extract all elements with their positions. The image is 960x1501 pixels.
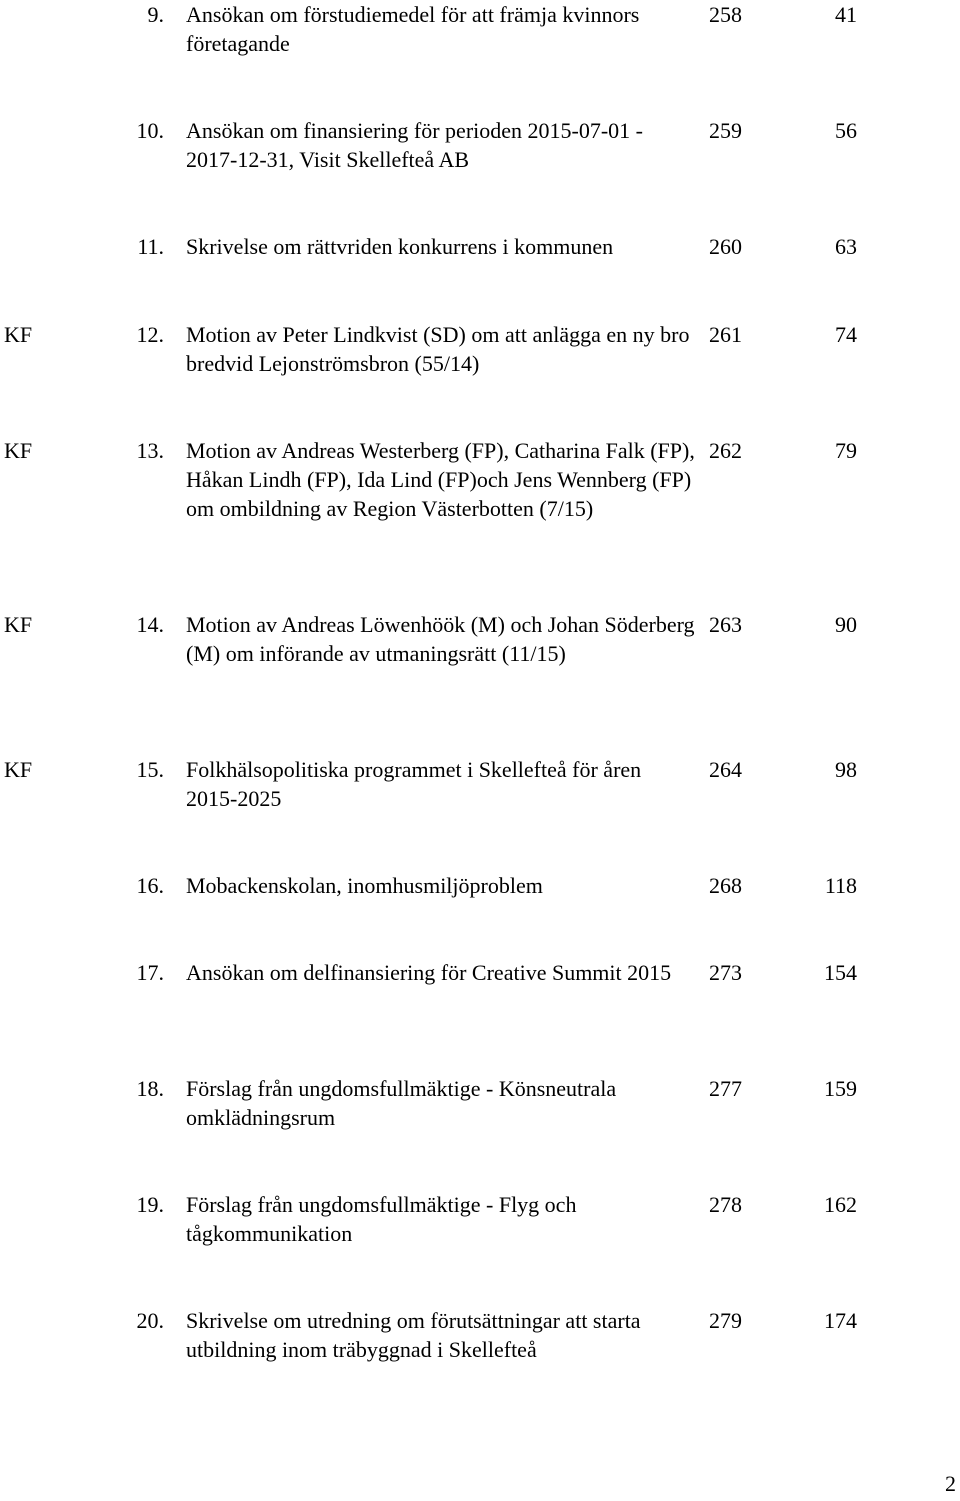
page-reference: 261 [709, 322, 742, 347]
kf-marker: KF [4, 438, 33, 463]
paragraph-number: 98 [835, 757, 857, 782]
page-reference: 277 [709, 1076, 742, 1101]
item-title: Ansökan om delfinansiering för Creative Summit 2015 [186, 960, 672, 985]
item-number: 11. [137, 234, 164, 259]
page-reference: 278 [709, 1192, 742, 1217]
item-number: 20. [136, 1308, 164, 1333]
agenda-item [0, 755, 960, 875]
item-title: Ansökan om förstudiemedel för att främja kvinnors företagande [186, 2, 640, 56]
page-number: 2 [945, 1471, 956, 1496]
item-title: Mobackenskolan, inomhusmiljöproblem [186, 873, 543, 898]
paragraph-number: 154 [824, 960, 857, 985]
item-number: 10. [136, 118, 164, 143]
page-reference: 262 [709, 438, 742, 463]
item-number: 16. [136, 873, 164, 898]
item-title: Motion av Peter Lindkvist (SD) om att anlägga en ny bro bredvid Lejonströmsbron (55/14) [186, 322, 690, 376]
page-reference: 264 [709, 757, 742, 782]
item-number: 19. [136, 1192, 164, 1217]
page-reference: 259 [709, 118, 742, 143]
page-reference: 263 [709, 612, 742, 637]
agenda-item [0, 116, 960, 236]
item-title: Skrivelse om utredning om förutsättningar att starta utbildning inom träbyggnad i Skellefteå [186, 1308, 641, 1362]
item-number: 17. [136, 960, 164, 985]
item-number: 15. [136, 757, 164, 782]
paragraph-number: 63 [835, 234, 857, 259]
item-title: Skrivelse om rättvriden konkurrens i kommunen [186, 234, 614, 259]
page-reference: 260 [709, 234, 742, 259]
agenda-item [0, 958, 960, 1078]
paragraph-number: 56 [835, 118, 857, 143]
item-number: 12. [136, 322, 164, 347]
item-title: Motion av Andreas Westerberg (FP), Catharina Falk (FP), Håkan Lindh (FP), Ida Lind (FP)och Jens Wennberg (FP) om ombildning av Region Västerbotten (7/15) [186, 438, 695, 521]
agenda-item [0, 0, 960, 120]
item-number: 13. [136, 438, 164, 463]
item-title: Förslag från ungdomsfullmäktige - Könsneutrala omklädningsrum [186, 1076, 617, 1130]
item-title: Folkhälsopolitiska programmet i Skellefteå för åren 2015-2025 [186, 757, 642, 811]
page-reference: 273 [709, 960, 742, 985]
paragraph-number: 174 [824, 1308, 857, 1333]
item-title: Motion av Andreas Löwenhöök (M) och Johan Söderberg (M) om införande av utmaningsrätt (11/15) [186, 612, 695, 666]
item-number: 18. [136, 1076, 164, 1101]
item-number: 9. [147, 2, 164, 27]
agenda-item [0, 436, 960, 556]
agenda-item [0, 610, 960, 730]
item-title: Ansökan om finansiering för perioden 2015-07-01 - 2017-12-31, Visit Skellefteå AB [186, 118, 644, 172]
item-title: Förslag från ungdomsfullmäktige - Flyg och tågkommunikation [186, 1192, 577, 1246]
kf-marker: KF [4, 612, 33, 637]
page-reference: 268 [709, 873, 742, 898]
page-reference: 279 [709, 1308, 742, 1333]
kf-marker: KF [4, 322, 33, 347]
paragraph-number: 118 [824, 873, 857, 898]
paragraph-number: 74 [835, 322, 857, 347]
page-reference: 258 [709, 2, 742, 27]
paragraph-number: 90 [835, 612, 857, 637]
paragraph-number: 162 [824, 1192, 857, 1217]
agenda-item [0, 1190, 960, 1310]
agenda-item [0, 320, 960, 440]
paragraph-number: 41 [835, 2, 857, 27]
agenda-item [0, 1306, 960, 1426]
paragraph-number: 79 [835, 438, 857, 463]
paragraph-number: 159 [824, 1076, 857, 1101]
agenda-item [0, 1074, 960, 1194]
kf-marker: KF [4, 757, 33, 782]
item-number: 14. [136, 612, 164, 637]
